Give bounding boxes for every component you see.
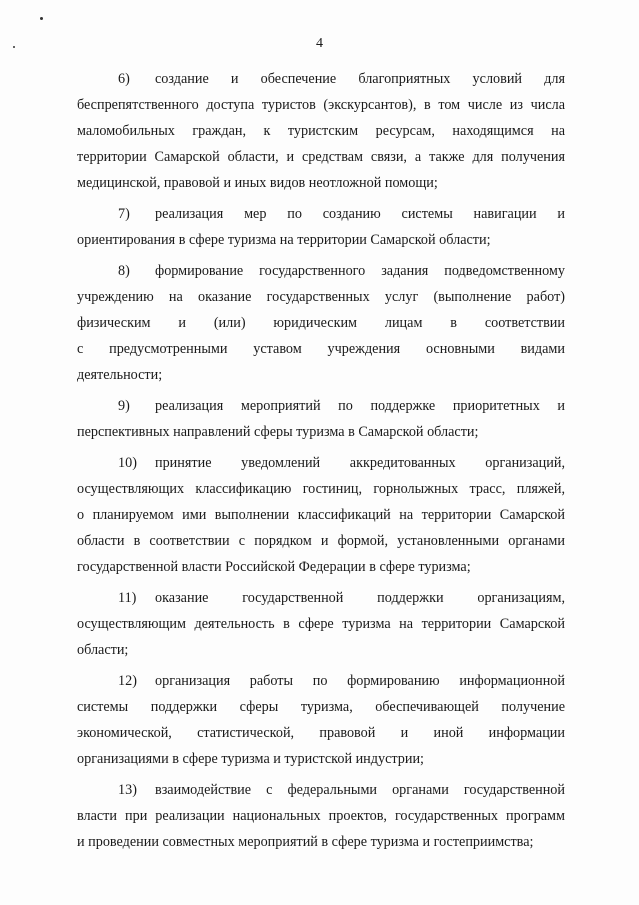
line-text: области; xyxy=(77,642,129,658)
list-item xyxy=(77,258,565,388)
text-line xyxy=(77,803,565,829)
scan-speck xyxy=(40,17,43,20)
line-text: и проведении совместных мероприятий в сфере туризма и гостеприимства; xyxy=(77,834,534,850)
line-text: осуществляющим деятельность в сфере туризма на территории Самарской xyxy=(77,616,565,632)
text-line xyxy=(77,336,565,362)
item-number: 10) xyxy=(118,455,137,471)
list-item xyxy=(77,668,565,772)
item-number: 7) xyxy=(118,206,130,222)
text-line xyxy=(77,720,565,746)
page-number: 4 xyxy=(316,36,323,51)
line-text: деятельности; xyxy=(77,367,163,383)
line-text: о планируемом ими выполнении классификаций на территории Самарской xyxy=(77,507,565,523)
text-line xyxy=(77,170,565,196)
document-body xyxy=(77,66,565,860)
text-line xyxy=(77,502,565,528)
text-line xyxy=(77,310,565,336)
text-line xyxy=(77,227,565,253)
list-item xyxy=(77,450,565,580)
text-line xyxy=(77,528,565,554)
text-line xyxy=(77,637,565,663)
line-text: территории Самарской области, и средствам связи, а также для получения xyxy=(77,149,565,165)
line-text: государственной власти Российской Федерации в сфере туризма; xyxy=(77,559,471,575)
item-number: 12) xyxy=(118,673,137,689)
line-text: власти при реализации национальных проектов, государственных программ xyxy=(77,808,565,824)
line-text: взаимодействие с федеральными органами государственной xyxy=(155,782,565,798)
line-text: реализация мер по созданию системы навигации и xyxy=(155,206,565,222)
item-number: 8) xyxy=(118,263,130,279)
line-text: физическим и (или) юридическим лицам в соответствии xyxy=(77,315,565,331)
text-line xyxy=(77,419,565,445)
text-line xyxy=(77,118,565,144)
line-text: организация работы по формированию информационной xyxy=(155,673,565,689)
line-text: беспрепятственного доступа туристов (экскурсантов), в том числе из числа xyxy=(77,97,565,113)
line-text: системы поддержки сферы туризма, обеспечивающей получение xyxy=(77,699,565,715)
text-line xyxy=(77,393,565,419)
list-item xyxy=(77,66,565,196)
text-line xyxy=(77,668,565,694)
text-line xyxy=(77,284,565,310)
text-line xyxy=(77,694,565,720)
text-line xyxy=(77,585,565,611)
line-text: оказание государственной поддержки организациям, xyxy=(155,590,565,606)
line-text: формирование государственного задания подведомственному xyxy=(155,263,565,279)
list-item xyxy=(77,201,565,253)
line-text: маломобильных граждан, к туристским ресурсам, находящимся на xyxy=(77,123,565,139)
item-number: 11) xyxy=(118,590,137,606)
line-text: создание и обеспечение благоприятных условий для xyxy=(155,71,565,87)
text-line xyxy=(77,829,565,855)
text-line xyxy=(77,201,565,227)
text-line xyxy=(77,746,565,772)
item-number: 6) xyxy=(118,71,130,87)
line-text: медицинской, правовой и иных видов неотложной помощи; xyxy=(77,175,438,191)
line-text: области в соответствии с порядком и формой, установленными органами xyxy=(77,533,565,549)
text-line xyxy=(77,554,565,580)
line-text: с предусмотренными уставом учреждения основными видами xyxy=(77,341,565,357)
line-text: реализация мероприятий по поддержке приоритетных и xyxy=(155,398,565,414)
text-line xyxy=(77,92,565,118)
line-text: перспективных направлений сферы туризма в Самарской области; xyxy=(77,424,479,440)
list-item xyxy=(77,393,565,445)
text-line xyxy=(77,611,565,637)
text-line xyxy=(77,777,565,803)
item-number: 13) xyxy=(118,782,137,798)
text-line xyxy=(77,450,565,476)
text-line xyxy=(77,66,565,92)
line-text: экономической, статистической, правовой и иной информации xyxy=(77,725,565,741)
text-line xyxy=(77,362,565,388)
text-line xyxy=(77,144,565,170)
text-line xyxy=(77,476,565,502)
line-text: ориентирования в сфере туризма на территории Самарской области; xyxy=(77,232,491,248)
list-item xyxy=(77,777,565,855)
line-text: принятие уведомлений аккредитованных организаций, xyxy=(155,455,565,471)
line-text: учреждению на оказание государственных услуг (выполнение работ) xyxy=(77,289,565,305)
item-number: 9) xyxy=(118,398,130,414)
list-item xyxy=(77,585,565,663)
line-text: осуществляющих классификацию гостиниц, горнолыжных трасс, пляжей, xyxy=(77,481,565,497)
text-line xyxy=(77,258,565,284)
line-text: организациями в сфере туризма и туристской индустрии; xyxy=(77,751,424,767)
